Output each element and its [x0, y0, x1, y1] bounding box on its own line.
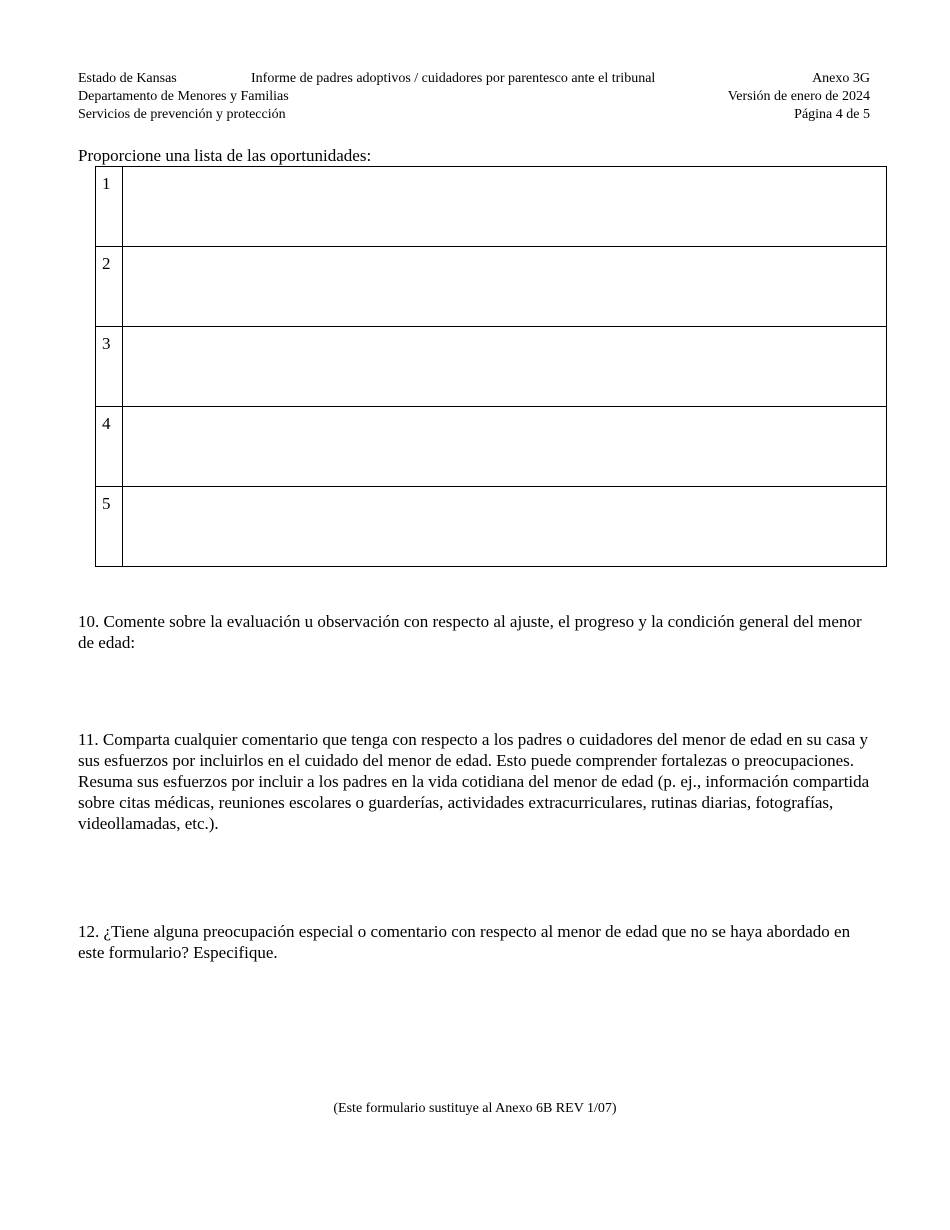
row-number: 4: [96, 407, 123, 487]
row-number: 5: [96, 487, 123, 567]
header-form-title: [251, 70, 655, 88]
header-form-info: [728, 70, 870, 124]
footer-note: (Este formulario sustituye al Anexo 6B REV 1/07): [333, 1101, 617, 1116]
opportunity-field-2[interactable]: [123, 247, 887, 327]
opportunity-field-3[interactable]: [123, 327, 887, 407]
opportunity-field-5[interactable]: [123, 487, 887, 567]
opportunity-field-1[interactable]: [123, 167, 887, 247]
opportunities-prompt: Proporcione una lista de las oportunidades:: [78, 146, 372, 165]
header-state: Estado de Kansas: [78, 71, 177, 86]
question-12: 12. ¿Tiene alguna preocupación especial o comentario con respecto al menor de edad que no se haya abordado en este formulario? Especifique.: [78, 922, 851, 962]
opportunity-field-4[interactable]: [123, 407, 887, 487]
header-version: Versión de enero de 2024: [727, 89, 870, 104]
answer-area-11[interactable]: [78, 840, 878, 916]
row-number: 1: [96, 167, 123, 247]
table-row: [96, 167, 887, 247]
form-title: Informe de padres adoptivos / cuidadores por parentesco ante el tribunal: [251, 71, 656, 86]
answer-area-12[interactable]: [78, 966, 878, 1086]
answer-area-10[interactable]: [78, 657, 878, 723]
question-10: 10. Comente sobre la evaluación u observación con respecto al ajuste, el progreso y la condición general del menor de edad:: [78, 612, 862, 652]
table-row: [96, 247, 887, 327]
table-row: [96, 327, 887, 407]
row-number: 2: [96, 247, 123, 327]
table-row: [96, 487, 887, 567]
table-row: [96, 407, 887, 487]
row-number: 3: [96, 327, 123, 407]
question-11: 11. Comparta cualquier comentario que tenga con respecto a los padres o cuidadores del menor de edad en su casa y sus esfuerzos por incluirlos en el cuidado del menor de edad. Esto puede comprender fortalezas o preocupaciones. Resuma sus esfuerzos por incluir a los padres en la vida cotidiana del menor de edad (p. ej., información compartida sobre citas médicas, reuniones escolares o guarderías, actividades extracurriculares, rutinas diarias, fotografías, videollamadas, etc.).: [78, 730, 870, 833]
header-appendix: Anexo 3G: [812, 71, 870, 86]
opportunities-table: [95, 166, 887, 567]
header-page-number: Página 4 de 5: [794, 107, 870, 122]
header-services: Servicios de prevención y protección: [78, 107, 286, 122]
header-department: Departamento de Menores y Familias: [78, 89, 289, 104]
